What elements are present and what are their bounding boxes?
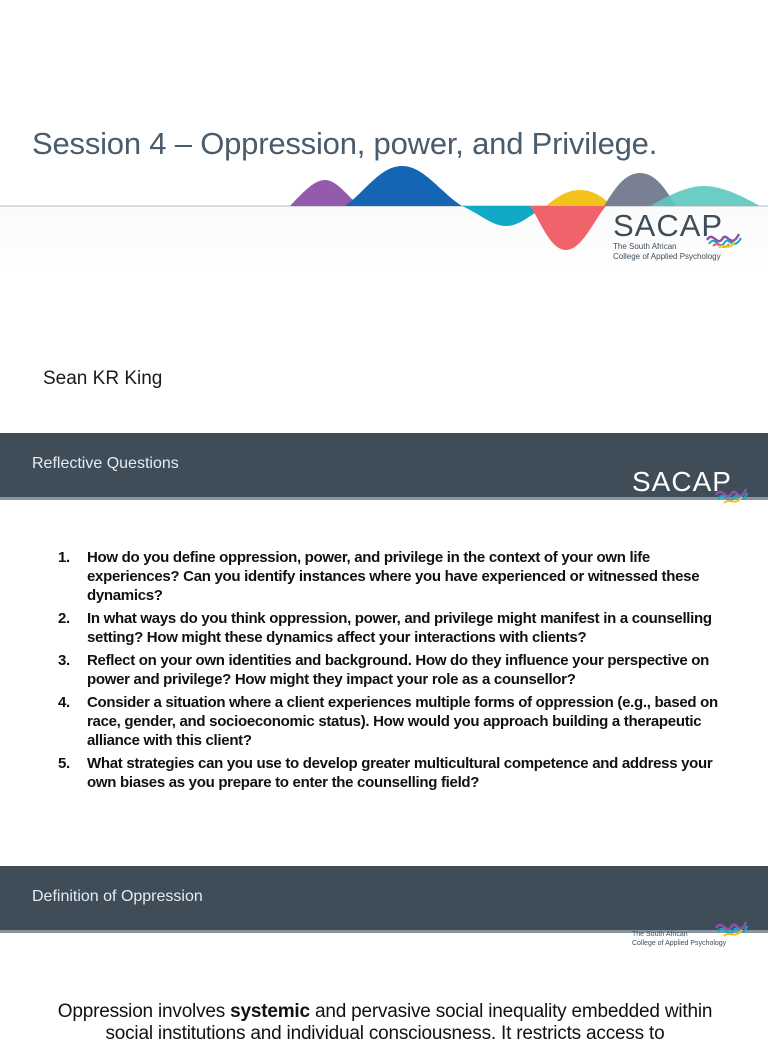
list-item: 5. What strategies can you use to develop greater multicultural competence and address your own biases as you prepare to enter the counselling field? [58,755,713,791]
logo-subtitle-line1: The South African [613,242,677,251]
reflective-questions-slide [0,433,768,865]
list-item: 4. Consider a situation where a client experiences multiple forms of oppression (e.g., based on race, gender, and socioeconomic status). How would you approach building a therapeutic alliance with this client? [58,694,718,749]
logo-swirl-icon [714,481,748,509]
definition-slide [0,866,768,1044]
list-item: 3. Reflect on your own identities and background. How do they influence your perspective on power and privilege? How might they impact your role as a counsellor? [58,652,710,688]
sacap-logo [613,210,723,262]
logo-subtitle-line2: College of Applied Psychology [613,252,721,261]
sacap-logo [632,467,732,497]
author-name: Sean KR King [43,368,163,389]
logo-wordmark: SACAP [613,208,724,243]
sacap-logo [632,900,732,948]
title-slide [0,0,768,432]
logo-subtitle-line1: The South African [632,931,688,938]
reflective-questions-list [0,548,720,796]
header-divider [0,497,768,500]
logo-swirl-icon [714,914,748,942]
list-item: 2. In what ways do you think oppression, power, and privilege might manifest in a counselling setting? How might these dynamics affect your interactions with clients? [58,610,712,646]
logo-wordmark: SACAP [632,899,732,930]
slide-header-title: Definition of Oppression [32,888,203,905]
logo-swirl-icon [705,224,743,254]
slide-title: Session 4 – Oppression, power, and Privilege. [32,126,658,161]
logo-wordmark: SACAP [632,466,732,497]
slide-header-title: Reflective Questions [32,455,179,472]
list-item: 1. How do you define oppression, power, and privilege in the context of your own life experiences? Can you identify instances where you have experienced or witnessed these dynamics? [58,549,700,604]
definition-text: Oppression involves systemic and pervasive social inequality embedded within social institutions and individual consciousness. It restricts access to [57,1001,713,1044]
logo-subtitle-line2: College of Applied Psychology [632,940,727,947]
